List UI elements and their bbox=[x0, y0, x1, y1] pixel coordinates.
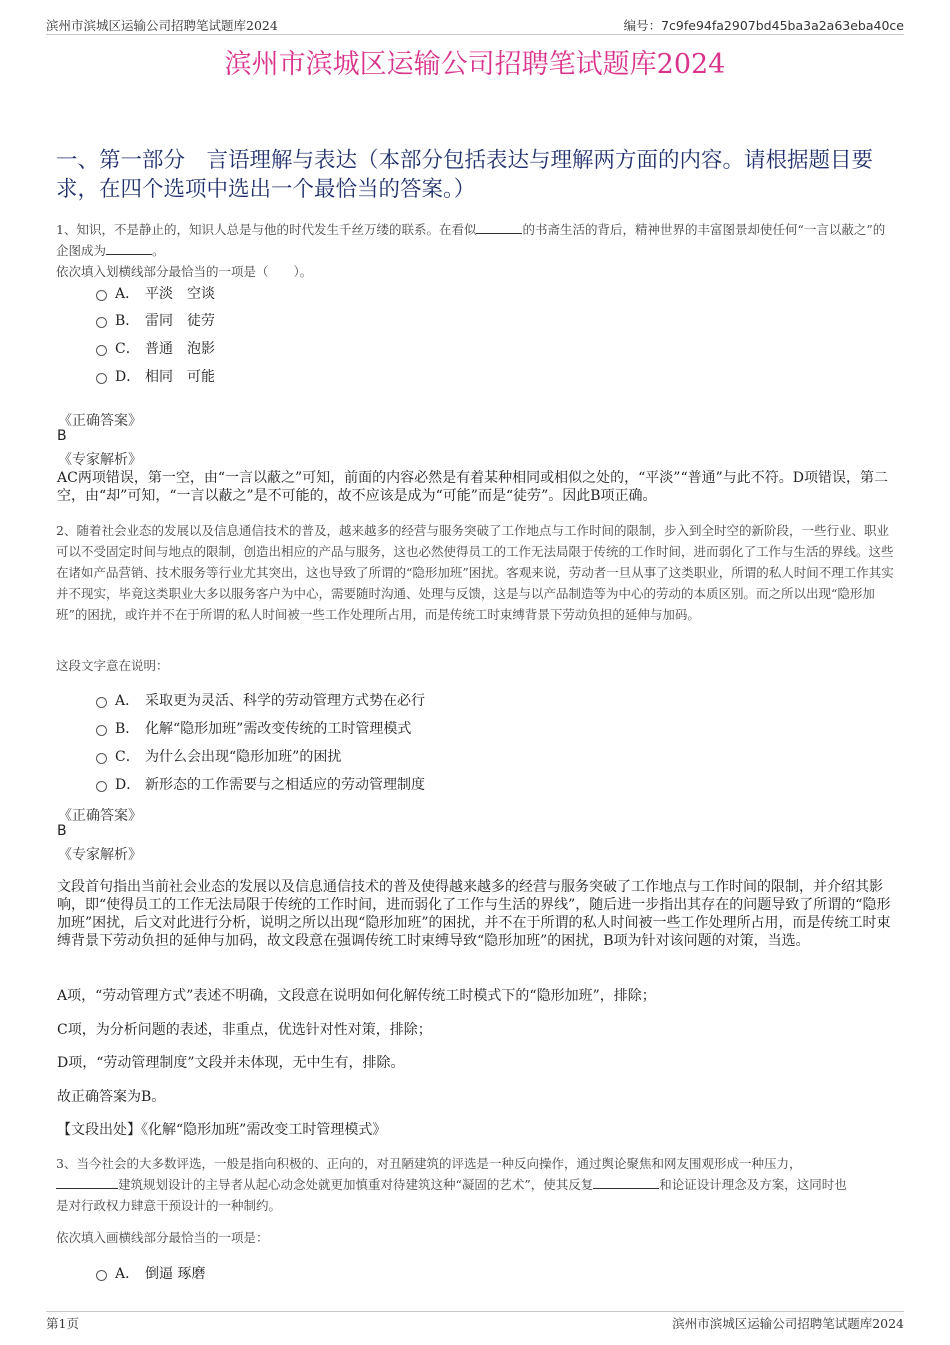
q2-note-d: D项，“劳动管理制度”文段并未体现，无中生有，排除。 bbox=[57, 1055, 405, 1071]
radio-icon[interactable] bbox=[96, 373, 107, 384]
q1-analysis-text: AC两项错误，第一空，由“一言以蔽之”可知，前面的内容必然是有着某种相同或相似之处的，“平淡”“普通”与此不符。D项错误，第二空，由“却”可知，“一言以蔽之”是不可能的，故不应该是成为“可能”而是“徒劳”。因此B项正确。 bbox=[57, 470, 888, 504]
radio-icon[interactable] bbox=[96, 781, 107, 792]
header-code-value: 7c9fe94fa2907bd45ba3a2a63eba40ce bbox=[661, 18, 904, 33]
q2-analysis-text: 文段首句指出当前社会业态的发展以及信息通信技术的普及使得越来越多的经营与服务突破了工作地点与工作时间的限制，并介绍其影响，即“使得员工的工作无法局限于传统的工作时间，进而弱化了工作与生活的界线”，随后进一步指出其存在的问题导致了所谓的“隐形加班”困扰，后文对此进行分析，说明之所以出现“隐形加班”的困扰，并不在于所谓的私人时间被一些工作处理所占用，而是传统工时束缚背景下劳动负担的延伸与加码，故文段意在强调传统工时束缚导致“隐形加班”的困扰，B项为针对该问题的对策，当选。 bbox=[57, 879, 891, 949]
page-title: 滨州市滨城区运输公司招聘笔试题库2024 bbox=[224, 49, 726, 80]
q2-note-answer: 故正确答案为B。 bbox=[57, 1089, 166, 1105]
header-divider bbox=[46, 34, 904, 35]
q3-blank-2 bbox=[593, 1176, 659, 1189]
radio-icon[interactable] bbox=[96, 753, 107, 764]
question-3-text bbox=[56, 1153, 898, 1216]
q1-option-c[interactable]: C． 普通 泡影 bbox=[96, 338, 215, 360]
footer-divider bbox=[46, 1311, 904, 1312]
q1-text-part-4: 。 bbox=[152, 243, 165, 258]
footer-doc-title: 滨州市滨城区运输公司招聘笔试题库2024 bbox=[672, 1316, 904, 1331]
q1-text-part-1: 1、知识，不是静止的，知识人总是与他的时代发生千丝万缕的联系。在看似 bbox=[56, 222, 477, 237]
q3-blank-1 bbox=[56, 1176, 118, 1189]
q2-answer-value: B bbox=[57, 823, 67, 839]
q1-option-d[interactable]: D． 相同 可能 bbox=[96, 366, 215, 388]
q2-option-c[interactable]: C． 为什么会出现“隐形加班”的困扰 bbox=[96, 746, 341, 768]
q3-option-a[interactable]: A． 倒逼 琢磨 bbox=[96, 1263, 205, 1285]
header-doc-title: 滨州市滨城区运输公司招聘笔试题库2024 bbox=[46, 18, 278, 33]
q3-text-part-4: 是对行政权力肆意干预设计的一种制约。 bbox=[56, 1198, 282, 1213]
q1-answer-label: 《正确答案》 bbox=[58, 413, 142, 429]
q1-prompt: 依次填入划横线部分最恰当的一项是（ ）。 bbox=[56, 264, 313, 279]
radio-icon[interactable] bbox=[96, 345, 107, 356]
q3-text-part-1: 3、当今社会的大多数评选，一般是指向积极的、正向的，对丑陋建筑的评选是一种反向操作，通过舆论聚焦和网友围观形成一种压力， bbox=[56, 1156, 802, 1171]
radio-icon[interactable] bbox=[96, 290, 107, 301]
q2-note-a: A项，“劳动管理方式”表述不明确，文段意在说明如何化解传统工时模式下的“隐形加班”，排除； bbox=[57, 988, 656, 1004]
q2-analysis-label: 《专家解析》 bbox=[58, 847, 142, 863]
radio-icon[interactable] bbox=[96, 725, 107, 736]
q1-blank-2 bbox=[106, 242, 152, 255]
q1-option-a[interactable]: A． 平淡 空谈 bbox=[96, 283, 215, 305]
q2-note-c: C项，为分析问题的表述，非重点，优选针对性对策，排除； bbox=[57, 1022, 432, 1038]
q1-text-part-2: 的书斋生活的背后，精神世界的丰富图景却使任何“一言以 bbox=[522, 222, 842, 237]
q1-option-b[interactable]: B． 雷同 徒劳 bbox=[96, 310, 215, 332]
question-2-text: 2、随着社会业态的发展以及信息通信技术的普及，越来越多的经营与服务突破了工作地点与工作时间的限制，步入到全时空的新阶段，一些行业、职业可以不受固定时间与地点的限制，创造出相应的产品与服务，这也必然使得员工的工作无法局限于传统的工作时间，进而弱化了工作与生活的界线。这些在诸如产品营销、技术服务等行业尤其突出，这也导致了所谓的“隐形加班”困扰。客观来说，劳动者一旦从事了这类职业，所谓的私人时间不理工作其实并不现实，毕竟这类职业大多以服务客户为中心，需要随时沟通、处理与反馈，这是与以产品制造等为中心的劳动的本质区别。而之所以出现“隐形加班”的困扰，或许并不在于所谓的私人时间被一些工作处理所占用，而是传统工时束缚背景下劳动负担的延伸与加码。 bbox=[56, 523, 894, 622]
q2-source: 【文段出处】《化解“隐形加班”需改变工时管理模式》 bbox=[57, 1122, 387, 1138]
q2-option-a[interactable]: A． 采取更为灵活、科学的劳动管理方式势在必行 bbox=[96, 690, 425, 712]
q2-option-d[interactable]: D． 新形态的工作需要与之相适应的劳动管理制度 bbox=[96, 774, 425, 796]
header-code-label: 编号： bbox=[623, 18, 662, 33]
question-1-text bbox=[56, 219, 896, 261]
q1-analysis-label: 《专家解析》 bbox=[58, 452, 142, 468]
section-heading: 一、第一部分 言语理解与表达（本部分包括表达与理解两方面的内容。请根据题目要求，在四个选项中选出一个最恰当的答案。） bbox=[56, 148, 874, 202]
header-doc-code bbox=[624, 16, 904, 34]
q3-text-part-3: 和论证设计理念及方案，这同时也 bbox=[659, 1177, 847, 1192]
footer-page-number: 第1页 bbox=[46, 1316, 79, 1331]
q1-text-part-3: 蔽之”的企图成为 bbox=[56, 222, 886, 258]
q2-answer-label: 《正确答案》 bbox=[58, 808, 142, 824]
q1-answer-value: B bbox=[57, 428, 67, 444]
q3-prompt: 依次填入画横线部分最恰当的一项是： bbox=[56, 1230, 269, 1245]
q2-prompt: 这段文字意在说明： bbox=[56, 658, 169, 673]
radio-icon[interactable] bbox=[96, 1270, 107, 1281]
q3-text-part-2: 建筑规划设计的主导者从起心动念处就更加慎重对待建筑这种“凝固的艺术”，使其反复 bbox=[118, 1177, 594, 1192]
q2-option-b[interactable]: B． 化解“隐形加班”需改变传统的工时管理模式 bbox=[96, 718, 411, 740]
q1-blank-1 bbox=[476, 221, 522, 234]
radio-icon[interactable] bbox=[96, 697, 107, 708]
radio-icon[interactable] bbox=[96, 317, 107, 328]
